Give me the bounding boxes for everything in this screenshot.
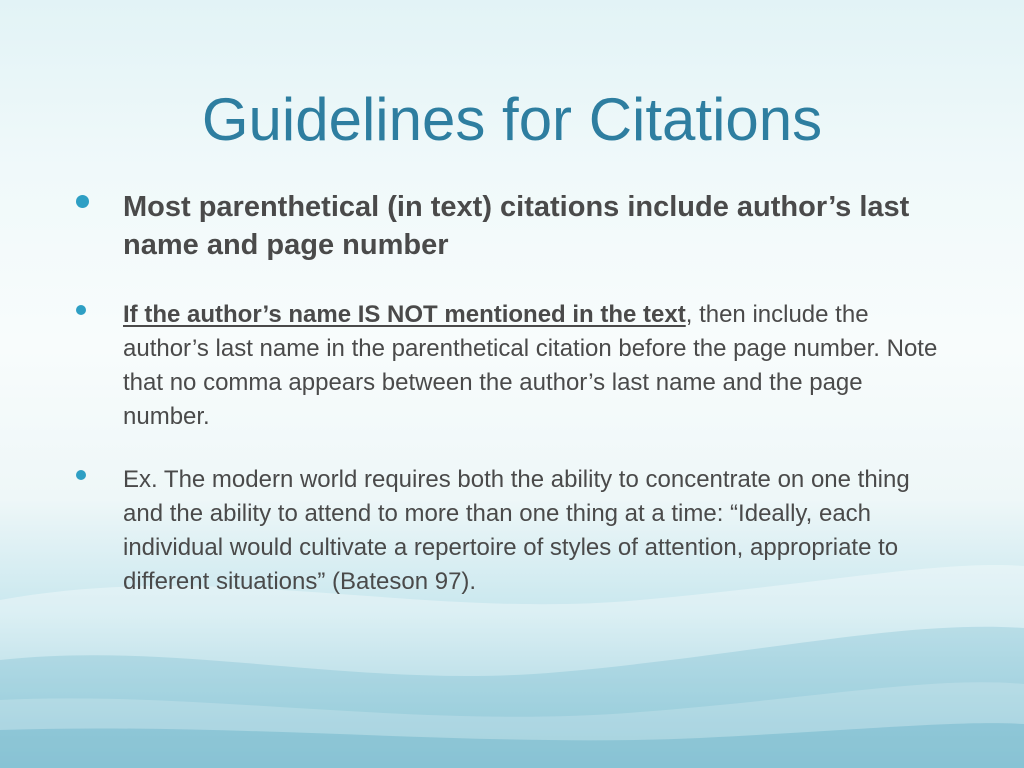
- bullet-dot-icon: [76, 305, 86, 315]
- bullet-text: Most parenthetical (in text) citations include author’s last name and page number: [123, 191, 910, 261]
- bullet-emphasis: If the author’s name IS NOT mentioned in the text: [123, 301, 686, 328]
- bullet-text: Ex. The modern world requires both the ability to concentrate on one thing and the ability to attend to more than one thing at a time: “Ideally, each individual would cultivate a repertoire of styles of attention, appropriate to different situations” (Bateson 97).: [123, 466, 910, 595]
- bullet-text: , then include the author’s last name in the parenthetical citation before the page number. Note that no comma appears between the author’s last name and the page number.: [123, 301, 938, 430]
- bullet-dot-icon: [76, 195, 89, 208]
- bullet-list: [72, 188, 952, 599]
- bullet-item: [72, 298, 952, 434]
- slide-title: Guidelines for Citations: [201, 86, 823, 153]
- bullet-dot-icon: [76, 470, 86, 480]
- bullet-item: [72, 463, 952, 599]
- bullet-item: [72, 188, 952, 264]
